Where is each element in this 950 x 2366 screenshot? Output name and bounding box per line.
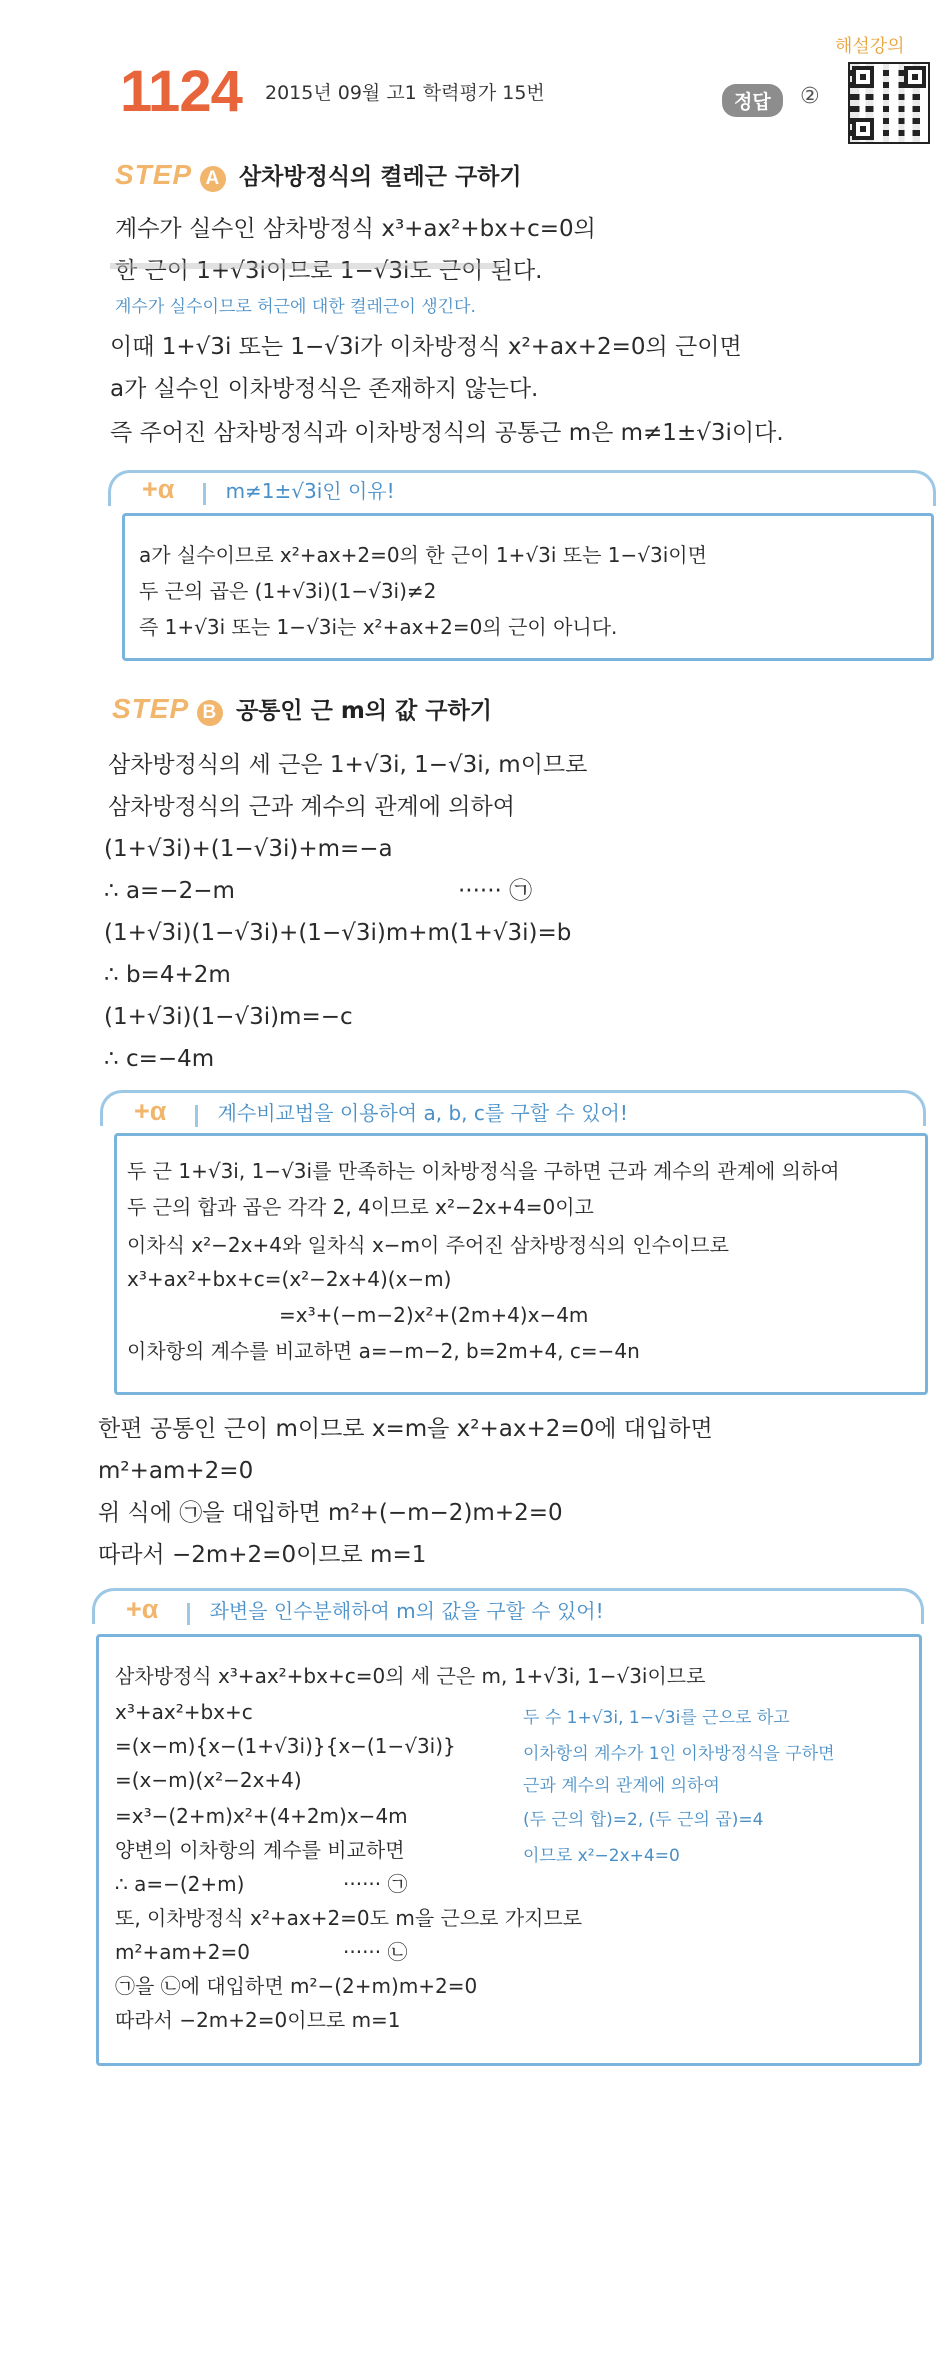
- tip1-header: [142, 474, 395, 505]
- step-b-heading: [112, 692, 492, 726]
- tip3-title: 좌변을 인수분해하여 m의 값을 구할 수 있어!: [209, 1599, 604, 1623]
- middle-line: m²+am+2=0: [98, 1458, 254, 1484]
- highlight-mark: [110, 263, 500, 269]
- tip3-line: =(x−m){x−(1+√3i)}{x−(1−√3i)}: [115, 1734, 456, 1758]
- tip2-header: [134, 1096, 628, 1127]
- tip3-header: [126, 1594, 604, 1625]
- tip2-line: 두 근 1+√3i, 1−√3i를 만족하는 이차방정식을 구하면 근과 계수의 관계에 의하여: [127, 1159, 840, 1183]
- tip2-line: =x³+(−m−2)x²+(2m+4)x−4m: [279, 1303, 589, 1327]
- side-note: 두 수 1+√3i, 1−√3i를 근으로 하고: [523, 1708, 790, 1728]
- side-note: 이므로 x²−2x+4=0: [523, 1846, 680, 1866]
- step-b-line: (1+√3i)+(1−√3i)+m=−a: [104, 836, 393, 862]
- side-note: 이차항의 계수가 1인 이차방정식을 구하면: [523, 1744, 835, 1764]
- step-b-line: ∴ b=4+2m: [104, 962, 231, 988]
- tip2-line: 이차항의 계수를 비교하면 a=−m−2, b=2m+4, c=−4n: [127, 1339, 640, 1363]
- tip1-line: 두 근의 곱은 (1+√3i)(1−√3i)≠2: [139, 579, 437, 603]
- tip1-line: a가 실수이므로 x²+ax+2=0의 한 근이 1+√3i 또는 1−√3i이면: [139, 543, 707, 567]
- tip2-title: 계수비교법을 이용하여 a, b, c를 구할 수 있어!: [217, 1101, 628, 1125]
- tip3-line: =x³−(2+m)x²+(4+2m)x−4m: [115, 1804, 408, 1828]
- equation-mark-a: ······ ㉠: [343, 1872, 408, 1896]
- step-b-line: ∴ a=−2−m: [104, 878, 235, 904]
- step-b-line: 삼차방정식의 세 근은 1+√3i, 1−√3i, m이므로: [108, 752, 588, 778]
- plus-alpha-icon: +α: [142, 474, 175, 504]
- step-b-line: ∴ c=−4m: [104, 1046, 215, 1072]
- step-b-line: 삼차방정식의 근과 계수의 관계에 의하여: [108, 794, 515, 820]
- step-a-line: 한 근이 1+√3i이므로 1−√3i도 근이 된다.: [115, 258, 543, 284]
- tip3-line: ∴ a=−(2+m): [115, 1872, 245, 1896]
- step-b-badge: STEP B: [112, 693, 223, 724]
- equation-mark-b: ······ ㉡: [343, 1940, 408, 1964]
- tip2-line: 이차식 x²−2x+4와 일차식 x−m이 주어진 삼차방정식의 인수이므로: [127, 1233, 729, 1257]
- tip2-line: x³+ax²+bx+c=(x²−2x+4)(x−m): [127, 1267, 452, 1291]
- step-a-line: a가 실수인 이차방정식은 존재하지 않는다.: [110, 376, 539, 402]
- tip3-box: [96, 1634, 922, 2066]
- step-a-line: 이때 1+√3i 또는 1−√3i가 이차방정식 x²+ax+2=0의 근이면: [110, 334, 742, 360]
- step-b-line: (1+√3i)(1−√3i)m=−c: [104, 1004, 353, 1030]
- plus-alpha-icon: +α: [126, 1594, 159, 1624]
- tip2-box: [114, 1133, 928, 1395]
- step-a-line: 계수가 실수인 삼차방정식 x³+ax²+bx+c=0의: [115, 216, 596, 242]
- tip3-line: 양변의 이차항의 계수를 비교하면: [115, 1838, 405, 1862]
- answer-value: ②: [800, 84, 820, 109]
- tip3-line: ㉠을 ㉡에 대입하면 m²−(2+m)m+2=0: [115, 1974, 478, 1998]
- step-a-note: 계수가 실수이므로 허근에 대한 켤레근이 생긴다.: [115, 297, 476, 317]
- tip3-line: m²+am+2=0: [115, 1940, 250, 1964]
- step-a-line: 즉 주어진 삼차방정식과 이차방정식의 공통근 m은 m≠1±√3i이다.: [110, 420, 784, 446]
- tip3-line: x³+ax²+bx+c: [115, 1700, 253, 1724]
- middle-line: 따라서 −2m+2=0이므로 m=1: [98, 1542, 427, 1568]
- tip2-line: 두 근의 합과 곱은 각각 2, 4이므로 x²−2x+4=0이고: [127, 1195, 594, 1219]
- tip1-box: [122, 513, 934, 661]
- equation-mark-1: ······ ㉠: [458, 878, 533, 904]
- middle-line: 한편 공통인 근이 m이므로 x=m을 x²+ax+2=0에 대입하면: [98, 1416, 713, 1442]
- answer-label: 정답: [722, 84, 783, 117]
- step-b-line: (1+√3i)(1−√3i)+(1−√3i)m+m(1+√3i)=b: [104, 920, 572, 946]
- tip3-line: =(x−m)(x²−2x+4): [115, 1768, 302, 1792]
- tip1-line: 즉 1+√3i 또는 1−√3i는 x²+ax+2=0의 근이 아니다.: [139, 615, 618, 639]
- step-a-heading: [115, 158, 522, 192]
- middle-line: 위 식에 ㉠을 대입하면 m²+(−m−2)m+2=0: [98, 1500, 563, 1526]
- step-a-title: 삼차방정식의 켤레근 구하기: [238, 164, 522, 190]
- step-a-badge: STEP A: [115, 159, 226, 190]
- tip3-line: 삼차방정식 x³+ax²+bx+c=0의 세 근은 m, 1+√3i, 1−√3i이므로: [115, 1664, 706, 1688]
- qr-code-icon[interactable]: [848, 62, 930, 144]
- problem-source: 2015년 09월 고1 학력평가 15번: [265, 82, 545, 104]
- tip1-title: m≠1±√3i인 이유!: [225, 479, 395, 503]
- tip3-line: 따라서 −2m+2=0이므로 m=1: [115, 2008, 401, 2032]
- tip3-line: 또, 이차방정식 x²+ax+2=0도 m을 근으로 가지므로: [115, 1906, 583, 1930]
- video-lecture-label: 해설강의: [835, 36, 905, 57]
- side-note: 근과 계수의 관계에 의하여: [523, 1776, 720, 1796]
- plus-alpha-icon: +α: [134, 1096, 167, 1126]
- side-note: (두 근의 합)=2, (두 근의 곱)=4: [523, 1810, 764, 1830]
- step-b-title: 공통인 근 m의 값 구하기: [235, 698, 492, 724]
- problem-number: 1124: [120, 59, 242, 124]
